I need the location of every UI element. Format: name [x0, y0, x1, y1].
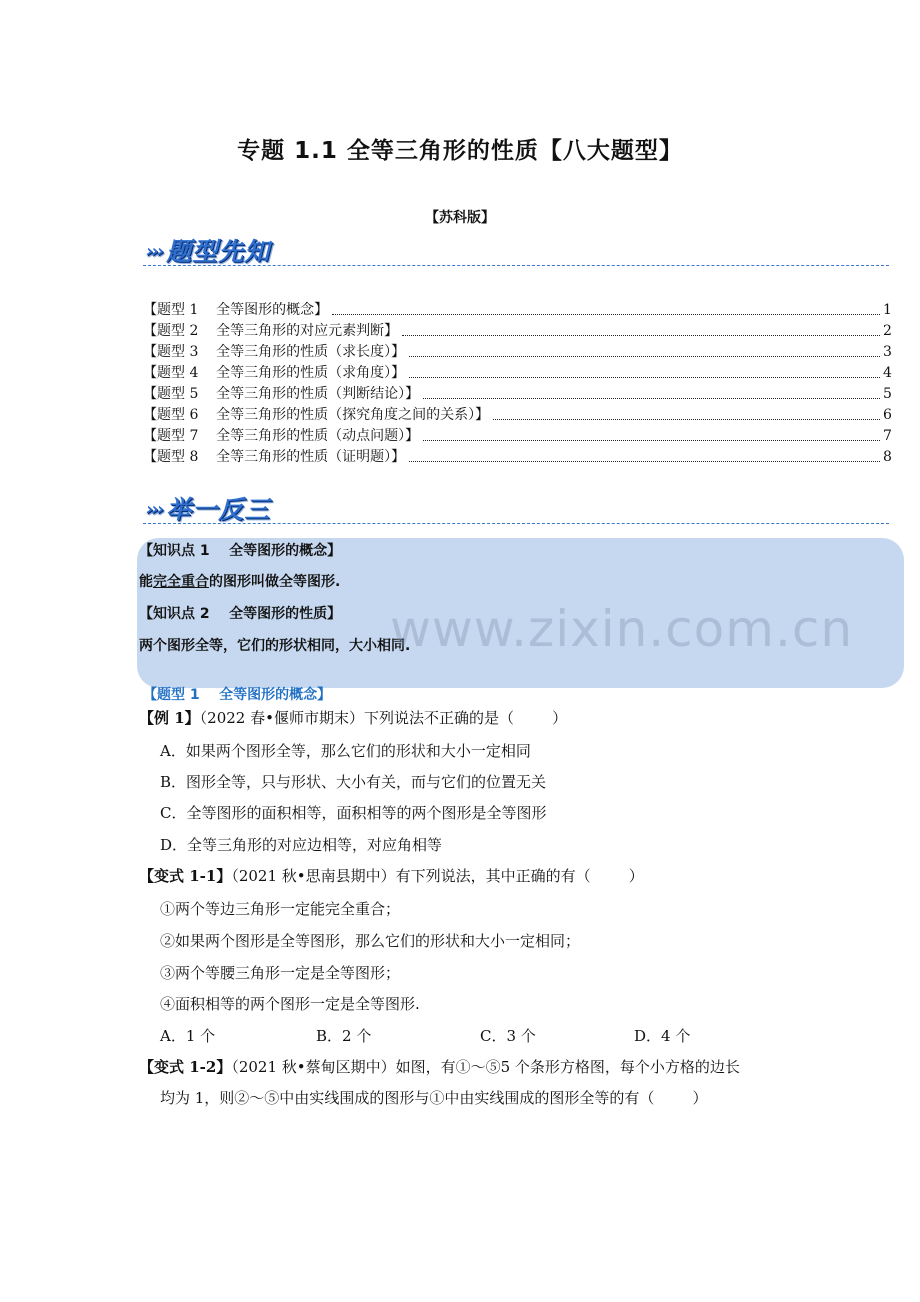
- toc-item[interactable]: 【题型 5 全等三角形的性质（判断结论）】 5: [143, 386, 892, 402]
- banner-practice: [146, 490, 270, 526]
- banner-preview-text: 题型先知: [166, 237, 271, 266]
- toc-item[interactable]: 【题型 7 全等三角形的性质（动点问题）】 7: [143, 428, 892, 444]
- example-tag: 【例 1】: [139, 709, 200, 727]
- knowledge-point-1-heading: 【知识点 1 全等图形的概念】: [139, 543, 342, 559]
- variant-tag: 【变式 1-2】: [139, 1058, 232, 1076]
- option-c: C．全等图形的面积相等，面积相等的两个图形是全等图形: [160, 804, 547, 822]
- banner-arrows-icon: ›››: [146, 499, 163, 520]
- statement-3: ③两个等腰三角形一定是全等图形；: [160, 964, 401, 982]
- watermark: www.zixin.com.cn: [390, 600, 854, 658]
- toc-item[interactable]: 【题型 2 全等三角形的对应元素判断】 2: [143, 323, 892, 339]
- toc-dots: [423, 398, 880, 399]
- knowledge-point-2-heading: 【知识点 2 全等图形的性质】: [139, 606, 342, 622]
- underlined-term: 完全重合: [153, 574, 209, 590]
- toc-dots: [402, 335, 880, 336]
- page-title: 专题 1.1 全等三角形的性质【八大题型】: [237, 138, 683, 164]
- knowledge-point-1-text: 能完全重合的图形叫做全等图形.: [139, 574, 341, 590]
- variant-1-2-question-cont: 均为 1，则②～⑤中由实线围成的图形与①中由实线围成的图形全等的有（ ）: [160, 1089, 708, 1107]
- toc-dots: [493, 419, 880, 420]
- option-b: B．图形全等，只与形状、大小有关，而与它们的位置无关: [160, 773, 547, 791]
- statement-2: ②如果两个图形是全等图形，那么它们的形状和大小一定相同；: [160, 932, 581, 950]
- knowledge-point-2-text: 两个图形全等，它们的形状相同，大小相同.: [139, 638, 411, 654]
- example-1-question: 【例 1】（2022 春•偃师市期末）下列说法不正确的是（ ）: [139, 709, 568, 727]
- variant-1-2-question: 【变式 1-2】（2021 秋•蔡甸区期中）如图，有①～⑤5 个条形方格图，每个小方格的边长: [139, 1058, 740, 1076]
- statement-4: ④面积相等的两个图形一定是全等图形.: [160, 995, 420, 1013]
- divider-line: [143, 265, 889, 266]
- toc-dots: [409, 461, 880, 462]
- divider-line: [143, 523, 889, 524]
- variant-tag: 【变式 1-1】: [139, 867, 232, 885]
- option-b: B．2 个: [316, 1027, 372, 1045]
- toc-item[interactable]: 【题型 8 全等三角形的性质（证明题）】 8: [143, 449, 892, 465]
- toc-dots: [409, 377, 880, 378]
- toc-item[interactable]: 【题型 3 全等三角形的性质（求长度）】 3: [143, 344, 892, 360]
- option-d: D．全等三角形的对应边相等，对应角相等: [160, 836, 443, 854]
- option-d: D．4 个: [634, 1027, 691, 1045]
- banner-preview: [146, 232, 270, 268]
- variant-1-1-question: 【变式 1-1】（2021 秋•思南县期中）有下列说法，其中正确的有（ ）: [139, 867, 644, 885]
- toc-item[interactable]: 【题型 1 全等图形的概念】 1: [143, 302, 892, 318]
- type-1-heading: 【题型 1 全等图形的概念】: [143, 687, 332, 703]
- option-a: A．1 个: [160, 1027, 216, 1045]
- option-c: C．3 个: [480, 1027, 536, 1045]
- option-a: A．如果两个图形全等，那么它们的形状和大小一定相同: [160, 742, 531, 760]
- toc-dots: [332, 314, 880, 315]
- banner-arrows-icon: ›››: [146, 241, 163, 262]
- toc-dots: [423, 440, 880, 441]
- toc-item[interactable]: 【题型 6 全等三角形的性质（探究角度之间的关系）】 6: [143, 407, 892, 423]
- statement-1: ①两个等边三角形一定能完全重合；: [160, 900, 401, 918]
- toc-item[interactable]: 【题型 4 全等三角形的性质（求角度）】 4: [143, 365, 892, 381]
- banner-practice-text: 举一反三: [166, 495, 271, 524]
- toc-dots: [409, 356, 880, 357]
- edition-label: 【苏科版】: [425, 210, 495, 226]
